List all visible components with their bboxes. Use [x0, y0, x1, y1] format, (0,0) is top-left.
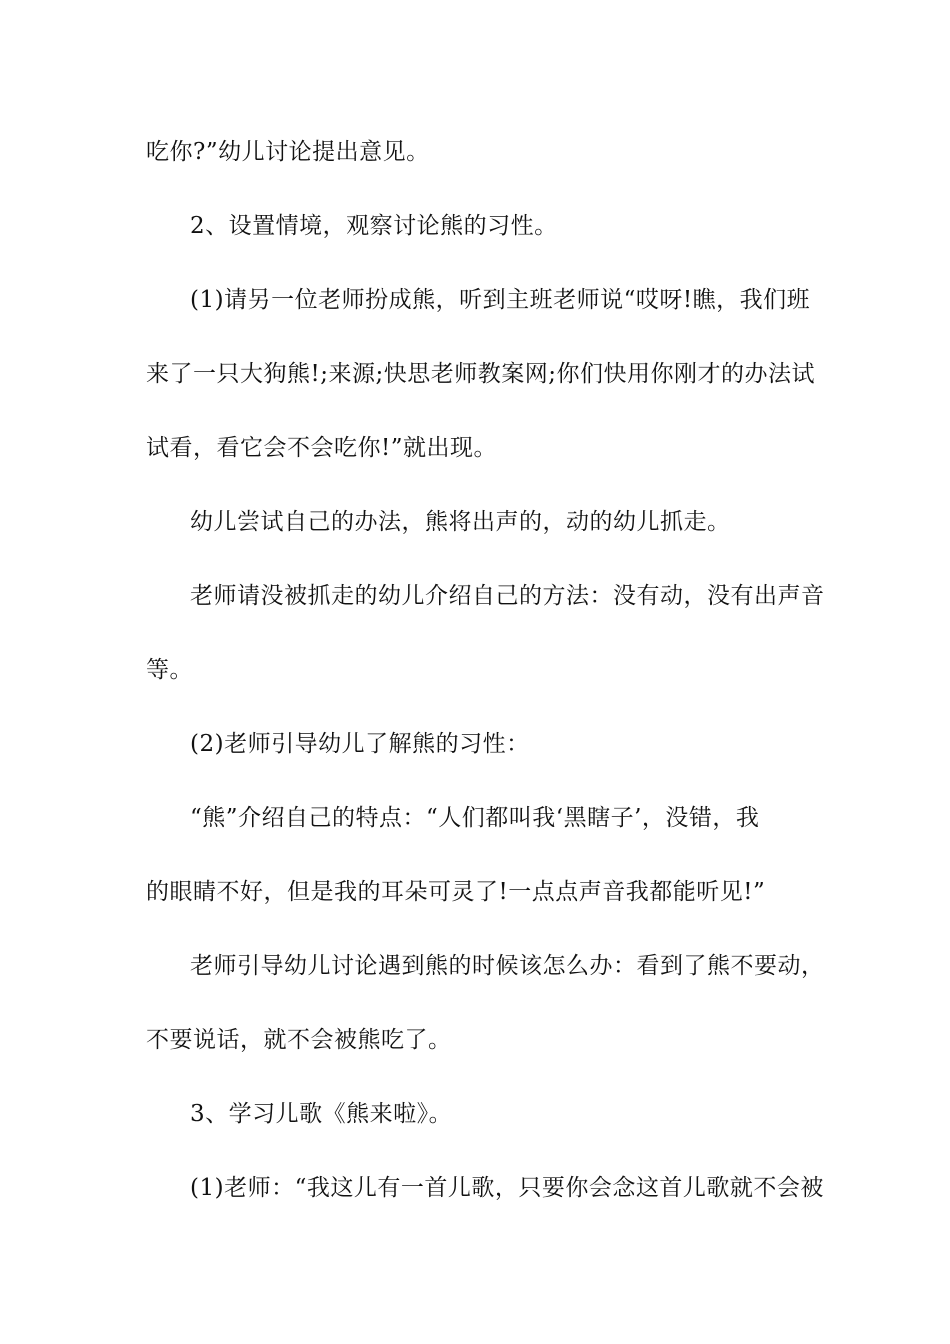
text-line: “熊”介绍自己的特点：“人们都叫我‘黑瞎子’，没错，我 [190, 805, 760, 831]
text-line: 幼儿尝试自己的办法，熊将出声的，动的幼儿抓走。 [190, 509, 731, 535]
section-heading: 2、设置情境，观察讨论熊的习性。 [190, 213, 558, 239]
text-line: 试看，看它会不会吃你!”就出现。 [146, 435, 498, 461]
text-line: 不要说话，就不会被熊吃了。 [146, 1027, 452, 1053]
text-line: 老师引导幼儿讨论遇到熊的时候该怎么办：看到了熊不要动， [190, 953, 825, 979]
text-line: (2)老师引导幼儿了解熊的习性： [190, 731, 530, 757]
text-line: 老师请没被抓走的幼儿介绍自己的方法：没有动，没有出声音 [190, 583, 825, 609]
text-line: 吃你?”幼儿讨论提出意见。 [146, 139, 430, 165]
text-line: 来了一只大狗熊!;来源;快思老师教案网;你们快用你刚才的办法试 [146, 361, 815, 387]
section-heading: 3、学习儿歌《熊来啦》。 [190, 1101, 453, 1127]
text-line: (1)请另一位老师扮成熊，听到主班老师说“哎呀!瞧，我们班 [190, 287, 811, 313]
text-line: (1)老师：“我这儿有一首儿歌，只要你会念这首儿歌就不会被 [190, 1175, 824, 1201]
text-line: 等。 [146, 657, 193, 683]
text-line: 的眼睛不好，但是我的耳朵可灵了!一点点声音我都能听见!” [146, 879, 766, 905]
